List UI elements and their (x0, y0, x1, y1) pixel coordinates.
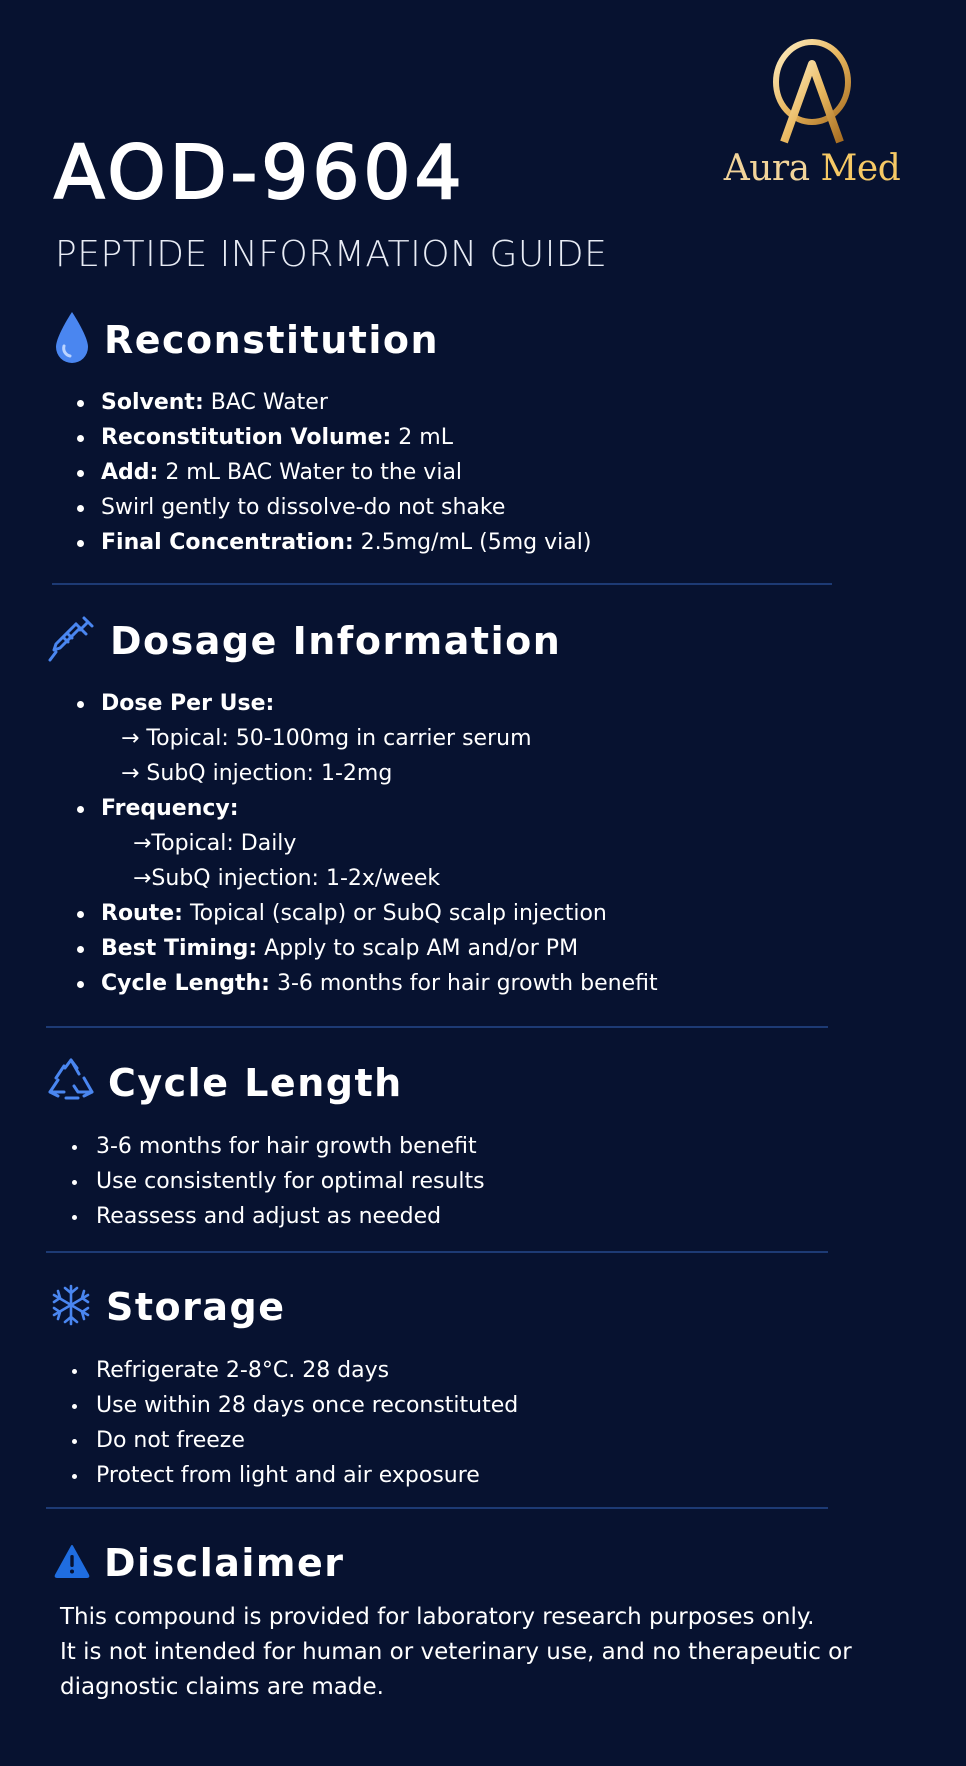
aura-med-logo (712, 36, 912, 196)
list-item: Protect from light and air exposure (72, 1458, 518, 1493)
dose-subq: → SubQ injection: 1-2mg (121, 761, 393, 786)
water-drop-icon (54, 310, 90, 370)
list-item: Best Timing: Apply to scalp AM and/or PM (77, 931, 658, 966)
page-subtitle: PEPTIDE INFORMATION GUIDE (55, 234, 608, 275)
disclaimer-text (60, 1600, 920, 1705)
list-item: Dose Per Use: → Topical: 50-100mg in carrier serum → SubQ injection: 1-2mg (77, 686, 658, 791)
list-item: Use consistently for optimal results (72, 1164, 485, 1199)
list-item: Cycle Length: 3-6 months for hair growth benefit (77, 966, 658, 1001)
list-item: 3-6 months for hair growth benefit (72, 1129, 485, 1164)
disclaimer-line: diagnostic claims are made. (60, 1674, 384, 1700)
dose-topical: → Topical: 50-100mg in carrier serum (121, 726, 532, 751)
page-title: AOD-9604 (54, 130, 466, 216)
disclaimer-heading: Disclaimer (104, 1541, 345, 1585)
logo-wordmark: Aura Med (723, 148, 901, 189)
frequency-topical: →Topical: Daily (133, 831, 297, 856)
recycle-icon (48, 1058, 94, 1108)
reconstitution-list (77, 385, 591, 560)
disclaimer-line: It is not intended for human or veterinary use, and no therapeutic or (60, 1639, 852, 1665)
disclaimer-header (54, 1541, 345, 1585)
cycle-header (48, 1058, 403, 1108)
list-item: Refrigerate 2-8°C. 28 days (72, 1353, 518, 1388)
cycle-heading: Cycle Length (108, 1061, 403, 1105)
list-item: Swirl gently to dissolve-do not shake (77, 490, 591, 525)
list-item: Solvent: BAC Water (77, 385, 591, 420)
section-divider (46, 1026, 828, 1028)
warning-icon (54, 1544, 90, 1582)
storage-heading: Storage (106, 1285, 286, 1329)
list-item: Reassess and adjust as needed (72, 1199, 485, 1234)
section-divider (46, 1251, 828, 1253)
disclaimer-line: This compound is provided for laboratory research purposes only. (60, 1604, 815, 1630)
list-item: Reconstitution Volume: 2 mL (77, 420, 591, 455)
cycle-list (72, 1129, 485, 1234)
storage-list (72, 1353, 518, 1493)
list-item: Final Concentration: 2.5mg/mL (5mg vial) (77, 525, 591, 560)
section-divider (46, 1507, 828, 1509)
list-item: Do not freeze (72, 1423, 518, 1458)
syringe-icon (46, 614, 96, 668)
dosage-header (46, 614, 561, 668)
reconstitution-header (54, 310, 439, 370)
snowflake-icon (50, 1284, 92, 1330)
frequency-subq: →SubQ injection: 1-2x/week (133, 866, 441, 891)
dosage-list (77, 686, 658, 1001)
reconstitution-heading: Reconstitution (104, 318, 440, 362)
list-item: Use within 28 days once reconstituted (72, 1388, 518, 1423)
aura-med-emblem-icon (762, 36, 862, 148)
section-divider (52, 583, 832, 585)
dosage-heading: Dosage Information (110, 619, 562, 663)
list-item: Frequency: →Topical: Daily →SubQ injection: 1-2x/week (77, 791, 658, 896)
list-item: Add: 2 mL BAC Water to the vial (77, 455, 591, 490)
list-item: Route: Topical (scalp) or SubQ scalp injection (77, 896, 658, 931)
storage-header (50, 1284, 286, 1330)
